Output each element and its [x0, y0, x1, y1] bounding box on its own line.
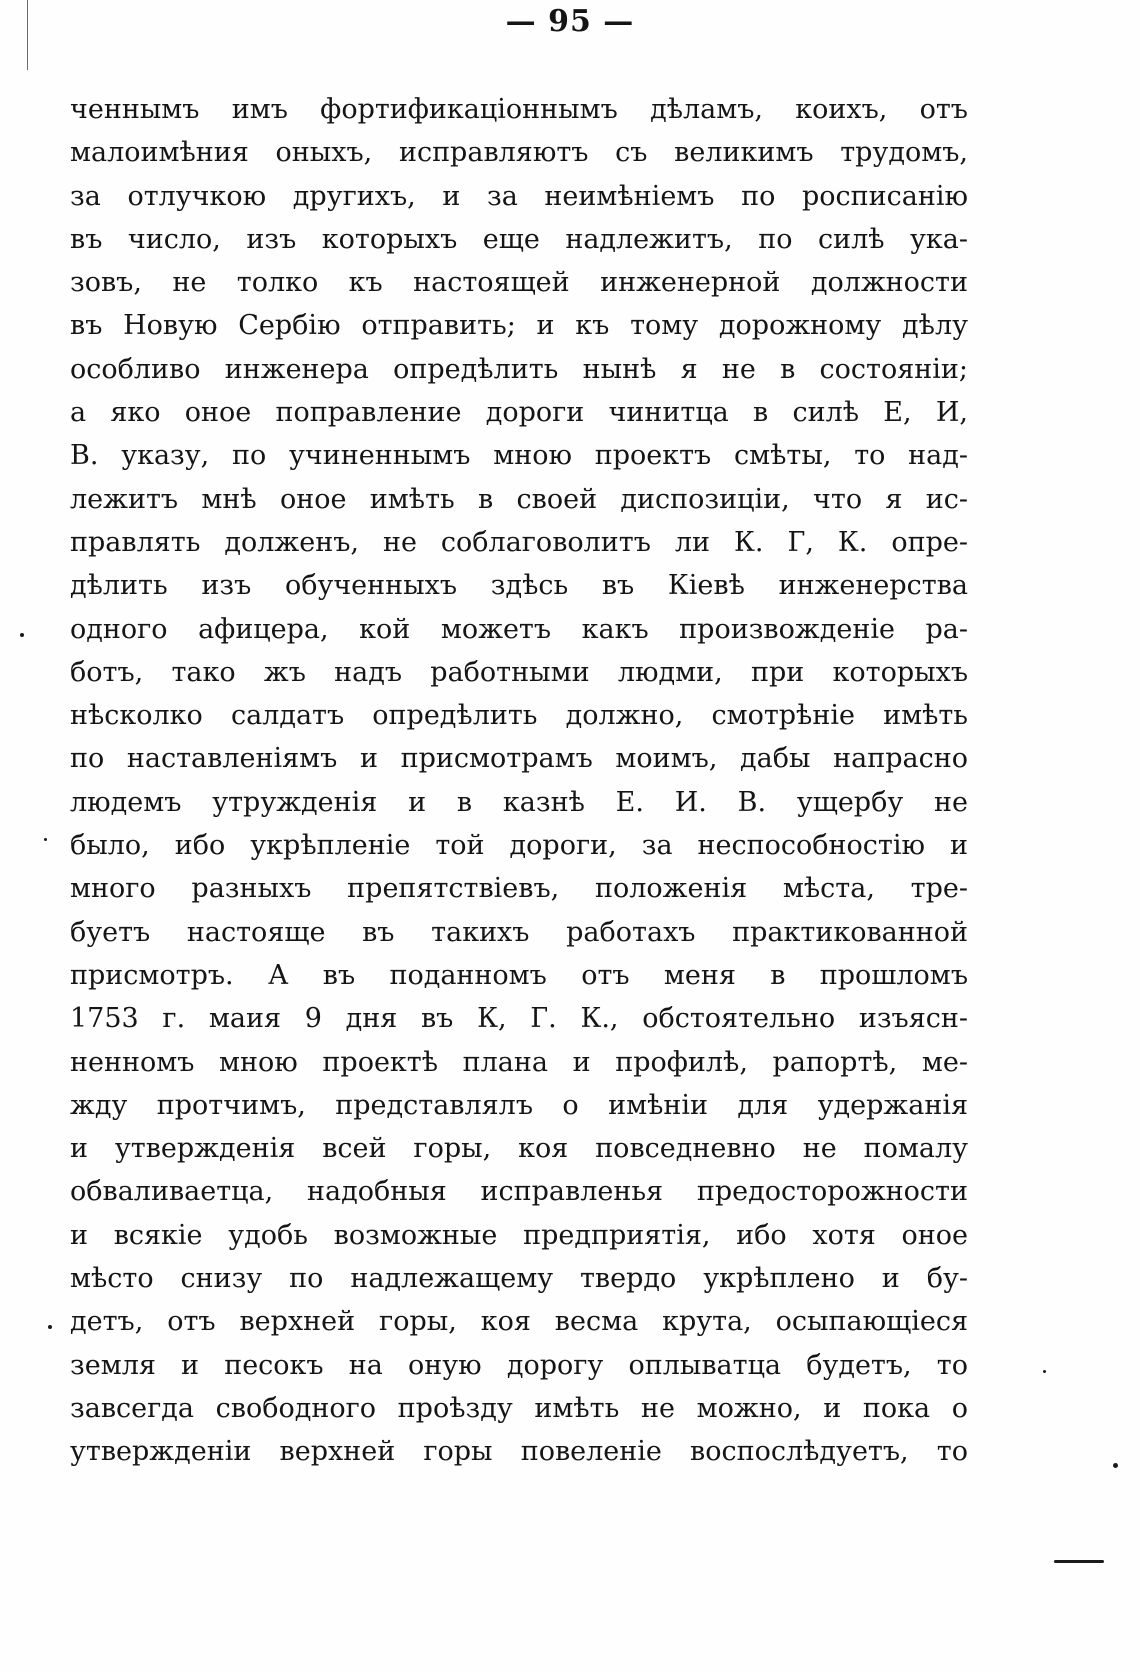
- text-line: ненномъ мною проектѣ плана и профилѣ, рапортѣ, ме-: [70, 1046, 968, 1078]
- text-line: за отлучкою другихъ, и за неимѣніемъ по росписанію: [70, 180, 968, 212]
- text-line: присмотръ. А въ поданномъ отъ меня в прошломъ: [70, 959, 968, 991]
- text-line: дѣлить изъ обученныхъ здѣсь въ Кіевѣ инженерства: [70, 570, 968, 602]
- text-line: ботъ, тако жъ надъ работными людми, при которыхъ: [70, 656, 968, 688]
- text-line: въ число, изъ которыхъ еще надлежитъ, по силѣ ука-: [70, 223, 968, 255]
- scan-speck: [44, 838, 47, 841]
- text-line: буетъ настояще въ такихъ работахъ практикованной: [70, 916, 968, 948]
- text-line: по наставленіямъ и присмотрамъ моимъ, дабы напрасно: [70, 743, 968, 775]
- text-line: детъ, отъ верхней горы, коя весма крута, осыпающіеся: [70, 1306, 968, 1338]
- text-line: и утвержденія всей горы, коя повседневно не помалу: [70, 1133, 968, 1165]
- text-line: лежитъ мнѣ оное имѣть в своей диспозиціи, что я ис-: [70, 483, 968, 515]
- text-line: завсегда свободного проѣзду имѣть не можно, и пока о: [70, 1392, 968, 1424]
- text-line: обваливаетца, надобныя исправленья предосторожности: [70, 1176, 968, 1208]
- text-line: зовъ, не толко къ настоящей инженерной должности: [70, 267, 968, 299]
- text-line: людемъ утружденія и в казнѣ Е. И. В. ущербу не: [70, 786, 968, 818]
- text-line: земля и песокъ на оную дорогу оплыватца будетъ, то: [70, 1349, 968, 1381]
- scan-speck: [1113, 1463, 1118, 1468]
- text-line: утвержденіи верхней горы повеленіе воспослѣдуетъ, то: [70, 1436, 968, 1468]
- scan-speck: [1043, 1370, 1046, 1373]
- text-line: и всякіе удобь возможные предприятія, ибо хотя оное: [70, 1219, 968, 1251]
- text-line: 1753 г. маия 9 дня въ К, Г. К., обстоятельно изъясн-: [70, 1003, 968, 1035]
- text-line: одного афицера, кой можетъ какъ произвожденіе ра-: [70, 613, 968, 645]
- text-line: нѣсколко салдатъ опредѣлить должно, смотрѣніе имѣть: [70, 700, 968, 732]
- text-line: въ Новую Сербію отправить; и къ тому дорожному дѣлу: [70, 310, 968, 342]
- body-text: [70, 88, 968, 1474]
- text-line: было, ибо укрѣпленіе той дороги, за неспособностію и: [70, 830, 968, 862]
- text-line: В. указу, по учиненнымъ мною проектъ смѣты, то над-: [70, 440, 968, 472]
- text-line: особливо инженера опредѣлить нынѣ я не в состояніи;: [70, 353, 968, 385]
- scan-streak: [1054, 1560, 1104, 1563]
- scan-speck: [48, 1325, 52, 1329]
- text-line: ченнымъ имъ фортификаціоннымъ дѣламъ, коихъ, отъ: [70, 94, 968, 125]
- text-line: много разныхъ препятствіевъ, положенія мѣста, тре-: [70, 873, 968, 905]
- scan-speck: [20, 633, 24, 637]
- text-line: правлять долженъ, не соблаговолитъ ли К. Г, К. опре-: [70, 526, 968, 558]
- text-line: малоимѣния оныхъ, исправляютъ съ великимъ трудомъ,: [70, 137, 968, 169]
- text-line: жду протчимъ, представлялъ о имѣніи для удержанія: [70, 1089, 968, 1121]
- page-number: — 95 —: [505, 4, 635, 39]
- text-line: а яко оное поправление дороги чинитца в силѣ Е, И,: [70, 397, 968, 429]
- text-line: мѣсто снизу по надлежащему твердо укрѣплено и бу-: [70, 1263, 968, 1295]
